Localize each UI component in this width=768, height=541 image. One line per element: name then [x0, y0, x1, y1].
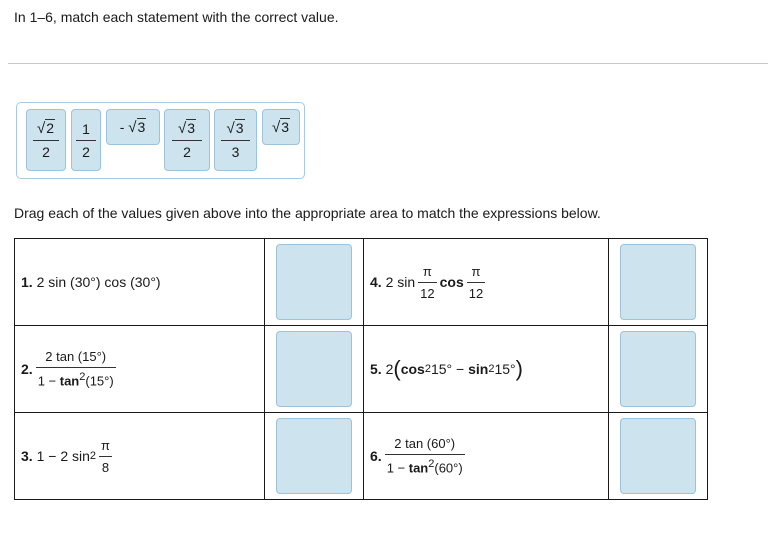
tile-denominator: 2 — [42, 144, 50, 160]
drop-zone-1[interactable] — [276, 244, 352, 320]
instruction-text: In 1–6, match each statement with the correct value. — [14, 9, 339, 25]
fraction-numerator: π — [471, 263, 481, 279]
drop-zone-2[interactable] — [276, 331, 352, 407]
tile-sqrt3-over-2[interactable]: √3 2 — [164, 109, 210, 171]
fraction-denominator: 8 — [101, 459, 110, 475]
tile-radicand: 2 — [46, 120, 55, 136]
tile-sqrt3-over-3[interactable]: √3 3 — [214, 109, 257, 171]
fraction-numerator: 2 tan (60°) — [394, 436, 456, 452]
tile-1-over-2[interactable] — [71, 109, 101, 171]
fraction-denominator: $1 - \tan^2(15^\circ)$ — [37, 371, 114, 389]
item-number: 3. — [21, 448, 33, 464]
table-row — [15, 326, 708, 413]
fraction-denominator: $1 - \tan^2(60^\circ)$ — [386, 458, 463, 476]
item-number: 1. — [21, 274, 33, 290]
tile-denominator: 2 — [82, 143, 90, 160]
tile-sqrt3[interactable]: √3 — [262, 109, 300, 145]
fraction-numerator: 2 tan (15°) — [45, 349, 107, 365]
item-number: 5. — [370, 361, 382, 377]
tile-radicand: 3 — [187, 120, 196, 136]
tile-sign: - — [119, 119, 125, 135]
expression-1 — [15, 239, 265, 326]
tile-denominator: 2 — [183, 144, 191, 160]
tile-radicand: 3 — [137, 118, 146, 135]
fraction-denominator: 12 — [468, 285, 484, 301]
drag-instruction-text: Drag each of the values given above into the appropriate area to match the expressions below. — [14, 205, 601, 221]
item-number: 4. — [370, 274, 382, 290]
item-number: 2. — [21, 360, 33, 377]
tile-sqrt2-over-2[interactable]: √2 2 — [26, 109, 66, 171]
expression-2 — [15, 326, 265, 413]
expression-text: 2 sin — [385, 274, 416, 290]
expression-4 — [364, 239, 609, 326]
divider — [8, 63, 768, 64]
drop-zone-4[interactable] — [620, 244, 696, 320]
fraction-numerator: π — [422, 263, 432, 279]
expression-3 — [15, 413, 265, 500]
drop-zone-6[interactable] — [620, 418, 696, 494]
drop-zone-5[interactable] — [620, 331, 696, 407]
fraction-numerator: π — [101, 437, 111, 453]
expression-text: 2 sin (30°) cos (30°) — [36, 274, 161, 290]
tile-neg-sqrt3[interactable]: - √3 — [106, 109, 160, 145]
fraction-denominator: 12 — [420, 285, 435, 301]
table-row — [15, 413, 708, 500]
item-number: 6. — [370, 447, 382, 464]
expression-text: cos — [439, 274, 464, 290]
tile-radicand: 3 — [235, 120, 244, 136]
tile-radicand: 3 — [281, 118, 290, 135]
tile-denominator: 3 — [231, 144, 240, 160]
tile-numerator: 1 — [82, 120, 90, 137]
table-row — [15, 239, 708, 326]
expression-5: 5. 2 ( cos 2 15° − sin 2 15° ) — [364, 326, 609, 413]
expression-text: 1 − 2 sin — [36, 448, 90, 464]
exponent: 2 — [89, 450, 97, 462]
expression-text: 2 — [385, 361, 394, 377]
drop-zone-3[interactable] — [276, 418, 352, 494]
value-tray — [16, 102, 305, 179]
expression-6 — [364, 413, 609, 500]
match-table — [14, 238, 708, 500]
